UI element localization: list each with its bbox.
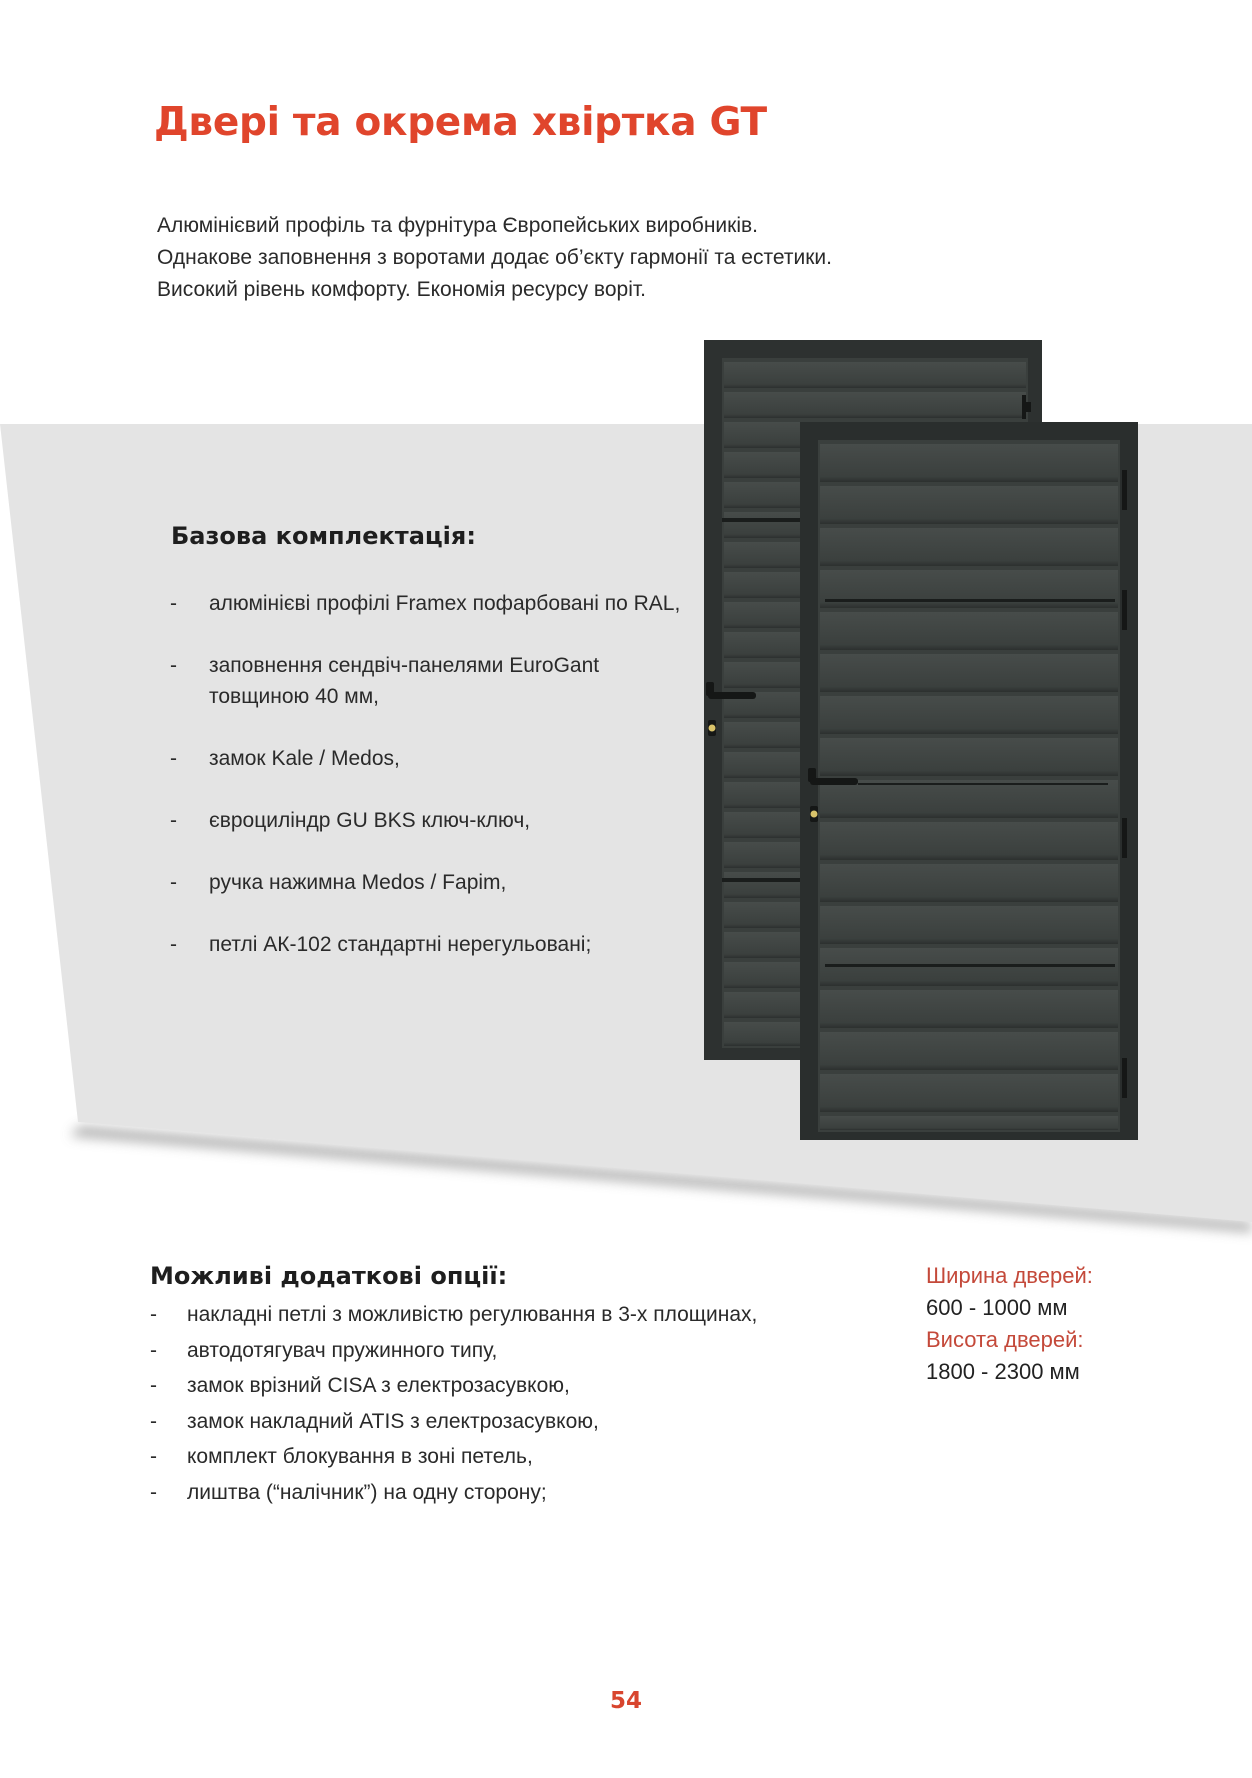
doors-image: [700, 340, 1140, 1140]
door-dimensions: [926, 1260, 1226, 1388]
list-item: - накладні петлі з можливістю регулювання в 3-х площинах,: [150, 1297, 870, 1333]
width-value: 600 - 1000 мм: [926, 1295, 1068, 1320]
list-marker: -: [170, 809, 177, 832]
list-marker: -: [170, 871, 177, 894]
list-marker: -: [150, 1480, 157, 1504]
list-marker: -: [150, 1303, 157, 1326]
page-number: 54: [609, 1688, 642, 1714]
list-marker: -: [150, 1409, 157, 1433]
list-item: - петлі АК-102 стандартні нерегульовані;: [170, 929, 690, 960]
intro-line: Алюмінієвий профіль та фурнітура Європейських виробників.: [157, 214, 758, 237]
list-item: - замок накладний ATIS з електрозасувкою,: [150, 1404, 870, 1440]
list-item: - заповнення сендвіч-панелями EuroGant товщиною 40 мм,: [170, 650, 690, 712]
list-item: - євроциліндр GU BKS ключ-ключ,: [170, 805, 690, 836]
intro-line: Однакове заповнення з воротами додає об’єкту гармонії та естетики.: [157, 246, 832, 269]
front-door: [800, 422, 1138, 1140]
page-title: Двері та окрема хвіртка GT: [154, 100, 767, 145]
list-marker: -: [150, 1338, 157, 1362]
height-label: Висота дверей:: [926, 1327, 1084, 1352]
list-marker: -: [170, 654, 177, 677]
list-item: - алюмінієві профілі Framex пофарбовані по RAL,: [170, 588, 690, 619]
list-marker: -: [170, 933, 177, 956]
height-value: 1800 - 2300 мм: [926, 1359, 1080, 1384]
options-title: Можливі додаткові опції:: [150, 1262, 508, 1290]
list-marker: -: [170, 592, 177, 615]
list-marker: -: [150, 1374, 157, 1397]
list-item: - замок врізний CISA з електрозасувкою,: [150, 1368, 870, 1404]
width-label: Ширина дверей:: [926, 1263, 1093, 1288]
basic-equipment-list: [170, 588, 690, 991]
list-item: - автодотягувач пружинного типу,: [150, 1333, 870, 1369]
intro-text: [157, 210, 1057, 306]
list-marker: -: [170, 747, 177, 770]
options-list: [150, 1297, 870, 1510]
list-item: - комплект блокування в зоні петель,: [150, 1439, 870, 1475]
list-item: - замок Kale / Medos,: [170, 743, 690, 774]
list-marker: -: [150, 1445, 157, 1468]
list-item: - лиштва (“налічник”) на одну сторону;: [150, 1475, 870, 1511]
list-item: - ручка нажимна Medos / Fapim,: [170, 867, 690, 898]
basic-equipment-title: Базова комплектація:: [171, 522, 476, 550]
intro-line: Високий рівень комфорту. Економія ресурсу воріт.: [157, 278, 646, 301]
